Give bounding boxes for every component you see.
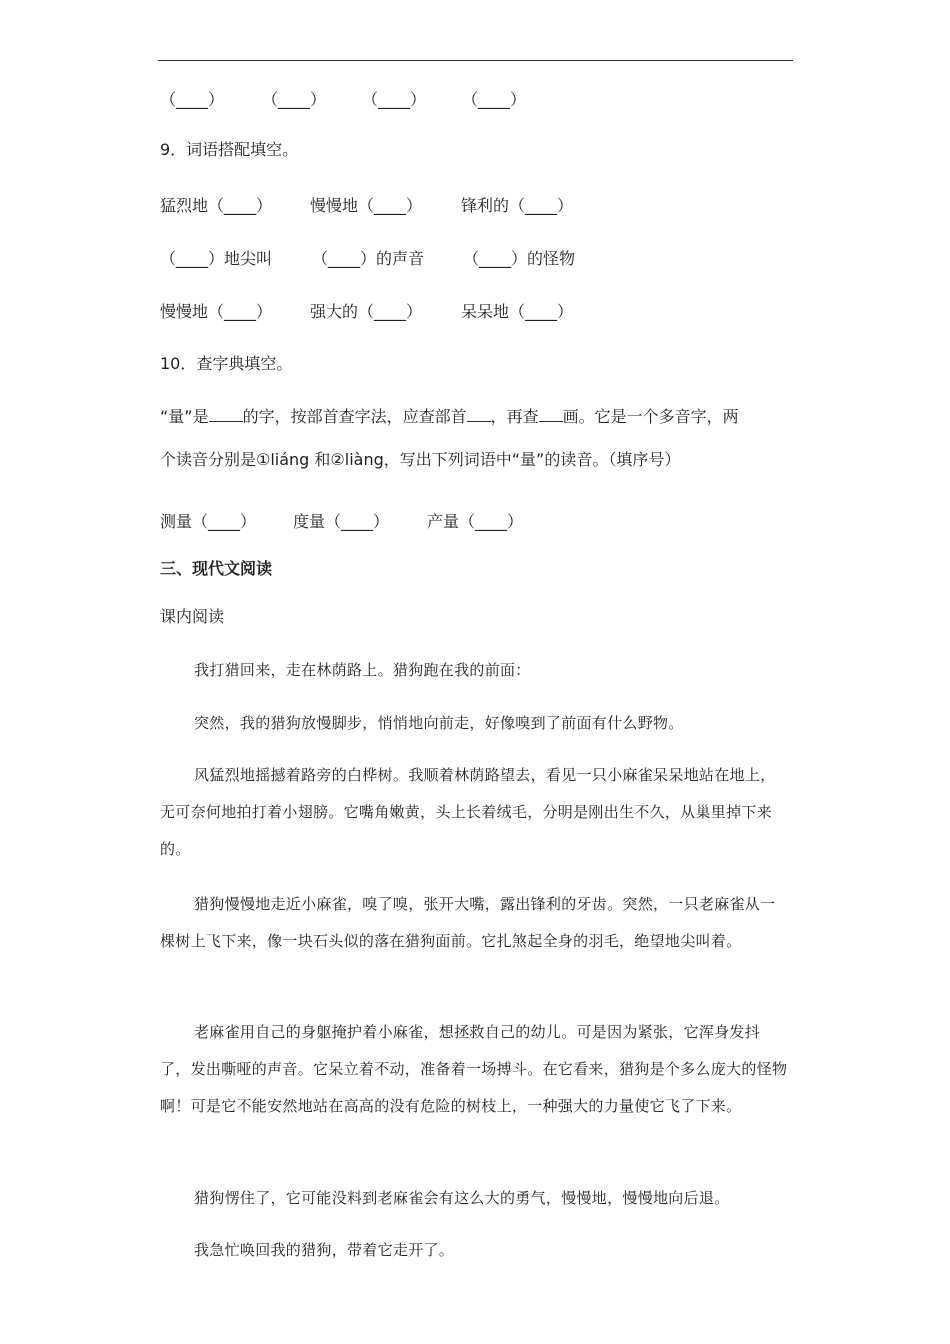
q9-item[interactable]: 慢慢地（____） [310, 196, 423, 215]
q9-item[interactable]: （____）的怪物 [463, 249, 576, 268]
q9-item[interactable]: 呆呆地（____） [461, 302, 574, 321]
reading-paragraph: 我打猎回来，走在林荫路上。猎狗跑在我的前面： [194, 661, 531, 679]
q10-text-line-2: 个读音分别是①liáng 和②liàng，写出下列词语中“量”的读音。（填序号） [160, 450, 681, 469]
q10-item[interactable]: 测量（____） [160, 512, 257, 531]
fill-blank[interactable] [539, 407, 563, 422]
q10-text-line-1 [160, 407, 739, 427]
q9-item[interactable]: 强大的（____） [310, 302, 423, 321]
q10-item[interactable]: 产量（____） [427, 512, 524, 531]
top-rule [158, 60, 793, 61]
q10-text: “量”是 [160, 407, 209, 426]
reading-paragraph: 风猛烈地摇撼着路旁的白桦树。我顺着林荫路望去，看见一只小麻雀呆呆地站在地上，无可奈何地拍打着小翅膀。它嘴角嫩黄，头上长着绒毛，分明是刚出生不久，从巢里掉下来的。 [160, 766, 776, 858]
reading-paragraph: 我急忙唤回我的猎狗，带着它走开了。 [194, 1241, 455, 1259]
fill-blank[interactable] [467, 407, 491, 422]
reading-paragraph: 突然，我的猎狗放慢脚步，悄悄地向前走，好像嗅到了前面有什么野物。 [194, 714, 684, 732]
question-9-title: 9．词语搭配填空。 [160, 140, 299, 159]
reading-paragraph: 老麻雀用自己的身躯掩护着小麻雀，想拯救自己的幼儿。可是因为紧张，它浑身发抖了，发出嘶哑的声音。它呆立着不动，准备着一场搏斗。在它看来，猎狗是个多么庞大的怪物啊！可是它不能安然地站在高高的没有危险的树枝上，一种强大的力量使它飞了下来。 [160, 1023, 788, 1115]
q9-item[interactable]: （____）地尖叫 [160, 249, 273, 268]
q9-item[interactable]: 慢慢地（____） [160, 302, 273, 321]
q10-text: 的字，按部首查字法，应查部首 [242, 407, 467, 426]
blank-cell[interactable]: （____） [160, 90, 225, 109]
blank-cell[interactable]: （____） [462, 90, 527, 109]
fill-blank[interactable] [209, 407, 243, 422]
q10-item[interactable]: 度量（____） [293, 512, 390, 531]
q10-text: 画。它是一个多音字，两 [562, 407, 739, 426]
q9-item[interactable]: 锋利的（____） [461, 196, 574, 215]
question-10-title: 10．查字典填空。 [160, 354, 293, 373]
reading-paragraph: 猎狗慢慢地走近小麻雀，嗅了嗅，张开大嘴，露出锋利的牙齿。突然，一只老麻雀从一棵树上飞下来，像一块石头似的落在猎狗面前。它扎煞起全身的羽毛，绝望地尖叫着。 [160, 895, 776, 950]
section-heading: 三、现代文阅读 [160, 559, 273, 578]
q10-text: ，再查 [490, 407, 539, 426]
section-subheading: 课内阅读 [160, 607, 225, 626]
blank-cell[interactable]: （____） [262, 90, 327, 109]
blank-cell[interactable]: （____） [362, 90, 427, 109]
q9-item[interactable]: （____）的声音 [312, 249, 425, 268]
reading-paragraph: 猎狗愣住了，它可能没料到老麻雀会有这么大的勇气，慢慢地，慢慢地向后退。 [194, 1189, 730, 1207]
q9-item[interactable]: 猛烈地（____） [160, 196, 273, 215]
